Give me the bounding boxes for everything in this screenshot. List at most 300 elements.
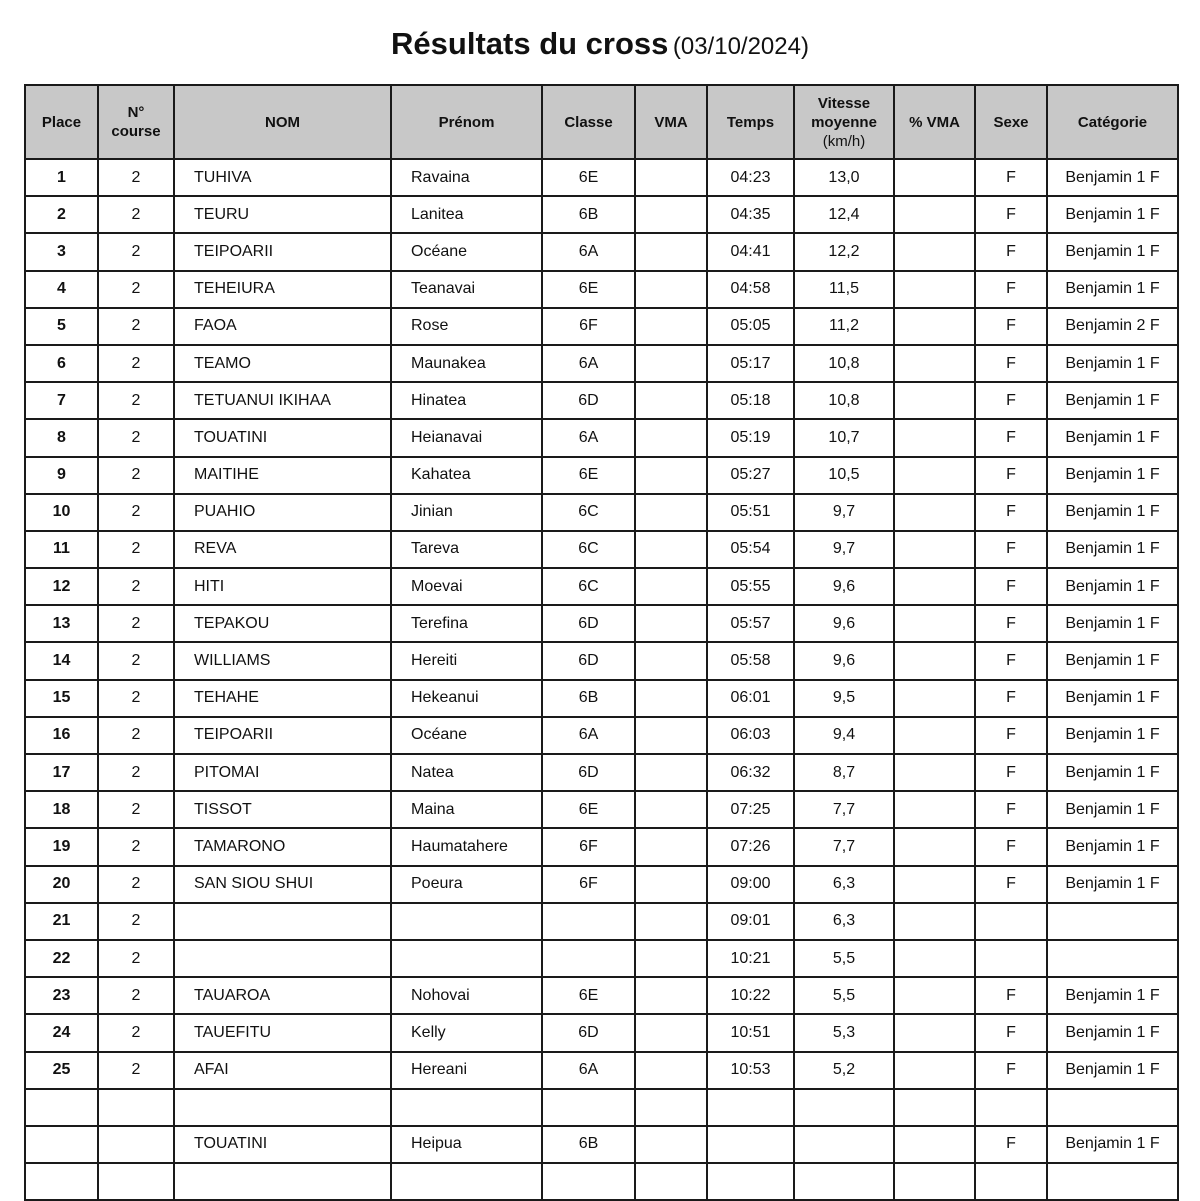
cell-vitesse: 5,3 [794, 1014, 894, 1051]
cell-place: 21 [25, 903, 98, 940]
table-row [25, 791, 1178, 828]
cell-classe: 6E [542, 977, 635, 1014]
cell-place: 18 [25, 791, 98, 828]
cell-place: 24 [25, 1014, 98, 1051]
cell-pct-vma [894, 642, 975, 679]
table-row [25, 494, 1178, 531]
table-row [25, 308, 1178, 345]
cell-vitesse: 5,2 [794, 1052, 894, 1089]
cell-place: 22 [25, 940, 98, 977]
cell-nom [174, 1089, 391, 1126]
table-row [25, 568, 1178, 605]
cell-temps [707, 1126, 794, 1163]
cell-categorie: Benjamin 1 F [1047, 977, 1178, 1014]
cell-sexe [975, 940, 1047, 977]
cell-categorie: Benjamin 1 F [1047, 1052, 1178, 1089]
cell-course: 2 [98, 494, 174, 531]
cell-classe [542, 940, 635, 977]
cell-vitesse: 5,5 [794, 977, 894, 1014]
cell-nom: TEAMO [174, 345, 391, 382]
cell-place: 16 [25, 717, 98, 754]
cell-nom: PUAHIO [174, 494, 391, 531]
cell-nom: TETUANUI IKIHAA [174, 382, 391, 419]
header-row [25, 85, 1178, 159]
cell-classe: 6A [542, 233, 635, 270]
cell-vitesse: 13,0 [794, 159, 894, 196]
table-row [25, 1052, 1178, 1089]
cell-vitesse: 10,8 [794, 382, 894, 419]
cell-vitesse: 9,6 [794, 568, 894, 605]
cell-prenom: Océane [391, 717, 542, 754]
table-row [25, 642, 1178, 679]
cell-categorie: Benjamin 1 F [1047, 531, 1178, 568]
cell-temps: 04:23 [707, 159, 794, 196]
title-main: Résultats du cross [391, 26, 669, 61]
cell-temps: 09:00 [707, 866, 794, 903]
header-nom: NOM [174, 85, 391, 159]
cell-pct-vma [894, 1052, 975, 1089]
cell-prenom [391, 1089, 542, 1126]
cell-pct-vma [894, 494, 975, 531]
header-vitesse-line2: moyenne [811, 113, 877, 131]
cell-categorie: Benjamin 1 F [1047, 345, 1178, 382]
cell-sexe: F [975, 754, 1047, 791]
cell-vma [635, 382, 707, 419]
table-row [25, 717, 1178, 754]
cell-sexe: F [975, 308, 1047, 345]
cell-course: 2 [98, 903, 174, 940]
cell-sexe: F [975, 791, 1047, 828]
cell-categorie [1047, 1089, 1178, 1126]
cell-nom: TAUEFITU [174, 1014, 391, 1051]
cell-categorie: Benjamin 1 F [1047, 233, 1178, 270]
cell-categorie: Benjamin 1 F [1047, 419, 1178, 456]
table-row [25, 345, 1178, 382]
cell-sexe: F [975, 457, 1047, 494]
cell-sexe: F [975, 866, 1047, 903]
cell-classe: 6D [542, 754, 635, 791]
cell-course: 2 [98, 531, 174, 568]
cell-nom: TUHIVA [174, 159, 391, 196]
cell-temps: 07:26 [707, 828, 794, 865]
header-temps: Temps [707, 85, 794, 159]
cell-place: 2 [25, 196, 98, 233]
cell-pct-vma [894, 605, 975, 642]
cell-nom: TEHEIURA [174, 271, 391, 308]
cell-categorie: Benjamin 1 F [1047, 1126, 1178, 1163]
cell-classe: 6D [542, 382, 635, 419]
cell-pct-vma [894, 754, 975, 791]
cell-place: 13 [25, 605, 98, 642]
cell-place: 15 [25, 680, 98, 717]
cell-place: 11 [25, 531, 98, 568]
cell-classe: 6D [542, 1014, 635, 1051]
cell-prenom: Tareva [391, 531, 542, 568]
cell-temps: 05:57 [707, 605, 794, 642]
cell-place: 3 [25, 233, 98, 270]
cell-course: 2 [98, 568, 174, 605]
cell-classe: 6A [542, 717, 635, 754]
table-row [25, 271, 1178, 308]
cell-nom: TOUATINI [174, 419, 391, 456]
cell-pct-vma [894, 1163, 975, 1200]
cell-vitesse: 9,5 [794, 680, 894, 717]
cell-place: 7 [25, 382, 98, 419]
cell-vma [635, 791, 707, 828]
cell-classe: 6F [542, 866, 635, 903]
cell-nom: TISSOT [174, 791, 391, 828]
header-course-line1: N° [127, 104, 145, 121]
cell-prenom: Teanavai [391, 271, 542, 308]
cell-pct-vma [894, 345, 975, 382]
cell-prenom: Ravaina [391, 159, 542, 196]
cell-pct-vma [894, 866, 975, 903]
cell-prenom: Lanitea [391, 196, 542, 233]
cell-vitesse: 5,5 [794, 940, 894, 977]
cell-sexe: F [975, 419, 1047, 456]
table-row [25, 233, 1178, 270]
table-row [25, 866, 1178, 903]
cell-pct-vma [894, 457, 975, 494]
cell-prenom [391, 940, 542, 977]
header-course [98, 85, 174, 159]
cell-pct-vma [894, 159, 975, 196]
cell-categorie: Benjamin 1 F [1047, 717, 1178, 754]
cell-course: 2 [98, 1052, 174, 1089]
cell-temps: 05:18 [707, 382, 794, 419]
cell-sexe: F [975, 605, 1047, 642]
cell-course: 2 [98, 605, 174, 642]
cell-categorie: Benjamin 1 F [1047, 494, 1178, 531]
cell-prenom: Jinian [391, 494, 542, 531]
cell-temps: 06:03 [707, 717, 794, 754]
cell-prenom: Maunakea [391, 345, 542, 382]
cell-course: 2 [98, 642, 174, 679]
cell-place: 4 [25, 271, 98, 308]
cell-place: 12 [25, 568, 98, 605]
cell-vitesse: 9,6 [794, 605, 894, 642]
cell-nom: TEIPOARII [174, 233, 391, 270]
cell-course: 2 [98, 159, 174, 196]
header-classe: Classe [542, 85, 635, 159]
cell-categorie: Benjamin 1 F [1047, 642, 1178, 679]
cell-temps: 10:22 [707, 977, 794, 1014]
cell-sexe: F [975, 977, 1047, 1014]
cell-vitesse: 8,7 [794, 754, 894, 791]
cell-categorie: Benjamin 1 F [1047, 828, 1178, 865]
cell-categorie: Benjamin 1 F [1047, 680, 1178, 717]
cell-sexe [975, 1163, 1047, 1200]
cell-course: 2 [98, 1014, 174, 1051]
cell-nom: TEPAKOU [174, 605, 391, 642]
cell-temps: 05:55 [707, 568, 794, 605]
cell-sexe: F [975, 233, 1047, 270]
cell-course: 2 [98, 457, 174, 494]
cell-classe [542, 1163, 635, 1200]
page-title [0, 26, 1200, 62]
cell-place [25, 1089, 98, 1126]
cell-classe: 6A [542, 1052, 635, 1089]
cell-vma [635, 940, 707, 977]
cell-categorie: Benjamin 1 F [1047, 159, 1178, 196]
cell-nom: TEIPOARII [174, 717, 391, 754]
cell-place: 1 [25, 159, 98, 196]
cell-place: 6 [25, 345, 98, 382]
cell-pct-vma [894, 903, 975, 940]
cell-place: 20 [25, 866, 98, 903]
cell-course [98, 1163, 174, 1200]
cell-classe: 6F [542, 828, 635, 865]
cell-pct-vma [894, 828, 975, 865]
cell-temps: 05:58 [707, 642, 794, 679]
cell-vma [635, 457, 707, 494]
cell-vma [635, 680, 707, 717]
cell-temps: 05:05 [707, 308, 794, 345]
cell-pct-vma [894, 791, 975, 828]
cell-sexe: F [975, 717, 1047, 754]
cell-pct-vma [894, 717, 975, 754]
table-row [25, 531, 1178, 568]
cell-vitesse: 9,6 [794, 642, 894, 679]
cell-classe: 6C [542, 568, 635, 605]
cell-vma [635, 828, 707, 865]
table-row [25, 828, 1178, 865]
cell-prenom [391, 1163, 542, 1200]
cell-course: 2 [98, 791, 174, 828]
cell-pct-vma [894, 382, 975, 419]
cell-vitesse: 9,4 [794, 717, 894, 754]
cell-classe [542, 1089, 635, 1126]
cell-sexe: F [975, 1014, 1047, 1051]
cell-sexe: F [975, 568, 1047, 605]
cell-nom [174, 940, 391, 977]
table-row [25, 196, 1178, 233]
table-row [25, 1014, 1178, 1051]
cell-course: 2 [98, 977, 174, 1014]
header-sexe: Sexe [975, 85, 1047, 159]
cell-nom: REVA [174, 531, 391, 568]
cell-nom: FAOA [174, 308, 391, 345]
cell-classe: 6C [542, 494, 635, 531]
cell-nom: WILLIAMS [174, 642, 391, 679]
cell-vitesse [794, 1126, 894, 1163]
cell-sexe [975, 1089, 1047, 1126]
cell-vma [635, 717, 707, 754]
table-row [25, 605, 1178, 642]
cell-prenom: Hinatea [391, 382, 542, 419]
cell-temps: 10:51 [707, 1014, 794, 1051]
cell-nom [174, 1163, 391, 1200]
table-row [25, 382, 1178, 419]
table-row [25, 940, 1178, 977]
header-prenom: Prénom [391, 85, 542, 159]
cell-categorie: Benjamin 1 F [1047, 605, 1178, 642]
cell-vitesse: 10,8 [794, 345, 894, 382]
cell-vma [635, 494, 707, 531]
cell-vma [635, 1014, 707, 1051]
cell-place: 23 [25, 977, 98, 1014]
cell-classe: 6E [542, 457, 635, 494]
cell-temps: 10:21 [707, 940, 794, 977]
cell-nom: TOUATINI [174, 1126, 391, 1163]
cell-place: 8 [25, 419, 98, 456]
cell-pct-vma [894, 531, 975, 568]
cell-vitesse: 10,5 [794, 457, 894, 494]
cell-vma [635, 977, 707, 1014]
cell-categorie: Benjamin 1 F [1047, 382, 1178, 419]
cell-prenom: Nohovai [391, 977, 542, 1014]
cell-prenom: Heianavai [391, 419, 542, 456]
cell-classe: 6B [542, 196, 635, 233]
cell-sexe: F [975, 345, 1047, 382]
cell-pct-vma [894, 233, 975, 270]
cell-prenom: Heipua [391, 1126, 542, 1163]
table-row [25, 1089, 1178, 1126]
cell-categorie: Benjamin 1 F [1047, 457, 1178, 494]
cell-nom: TEURU [174, 196, 391, 233]
cell-classe [542, 903, 635, 940]
cell-vma [635, 866, 707, 903]
cell-place: 19 [25, 828, 98, 865]
header-categorie: Catégorie [1047, 85, 1178, 159]
cell-pct-vma [894, 308, 975, 345]
cell-temps: 05:51 [707, 494, 794, 531]
header-pct-vma: % VMA [894, 85, 975, 159]
cell-nom: MAITIHE [174, 457, 391, 494]
cell-vma [635, 754, 707, 791]
cell-nom: HITI [174, 568, 391, 605]
cell-place: 17 [25, 754, 98, 791]
header-place: Place [25, 85, 98, 159]
cell-prenom: Kelly [391, 1014, 542, 1051]
cell-place: 10 [25, 494, 98, 531]
cell-course: 2 [98, 680, 174, 717]
cell-course: 2 [98, 233, 174, 270]
cell-sexe: F [975, 271, 1047, 308]
cell-classe: 6A [542, 345, 635, 382]
cell-prenom: Moevai [391, 568, 542, 605]
cell-place: 25 [25, 1052, 98, 1089]
cell-sexe: F [975, 159, 1047, 196]
cell-classe: 6A [542, 419, 635, 456]
cell-course: 2 [98, 940, 174, 977]
cell-vitesse: 9,7 [794, 494, 894, 531]
cell-course: 2 [98, 308, 174, 345]
cell-vma [635, 1126, 707, 1163]
cell-temps: 06:32 [707, 754, 794, 791]
cell-sexe: F [975, 196, 1047, 233]
cell-pct-vma [894, 271, 975, 308]
cell-vma [635, 568, 707, 605]
cell-vma [635, 233, 707, 270]
table-row [25, 680, 1178, 717]
cell-vitesse: 7,7 [794, 791, 894, 828]
cell-categorie: Benjamin 1 F [1047, 791, 1178, 828]
cell-temps: 05:27 [707, 457, 794, 494]
cell-vma [635, 1089, 707, 1126]
header-vitesse-unit: (km/h) [822, 132, 866, 150]
cell-pct-vma [894, 1126, 975, 1163]
cell-sexe: F [975, 494, 1047, 531]
cell-vitesse: 6,3 [794, 866, 894, 903]
cell-classe: 6E [542, 791, 635, 828]
cell-prenom: Rose [391, 308, 542, 345]
cell-vma [635, 642, 707, 679]
cell-nom: TAUAROA [174, 977, 391, 1014]
cell-course: 2 [98, 196, 174, 233]
cell-temps [707, 1089, 794, 1126]
cell-prenom: Haumatahere [391, 828, 542, 865]
cell-sexe: F [975, 1126, 1047, 1163]
cell-sexe: F [975, 642, 1047, 679]
cell-course: 2 [98, 271, 174, 308]
cell-vma [635, 419, 707, 456]
cell-categorie [1047, 903, 1178, 940]
header-course-line2: course [111, 123, 161, 140]
cell-pct-vma [894, 1089, 975, 1126]
cell-course: 2 [98, 382, 174, 419]
cell-categorie: Benjamin 2 F [1047, 308, 1178, 345]
cell-categorie [1047, 940, 1178, 977]
cell-vitesse: 11,5 [794, 271, 894, 308]
cell-vma [635, 159, 707, 196]
cell-sexe: F [975, 531, 1047, 568]
table-row [25, 1163, 1178, 1200]
cell-categorie: Benjamin 1 F [1047, 1014, 1178, 1051]
cell-classe: 6E [542, 159, 635, 196]
cell-temps: 04:58 [707, 271, 794, 308]
cell-place [25, 1126, 98, 1163]
cell-temps: 04:41 [707, 233, 794, 270]
cell-nom: TEHAHE [174, 680, 391, 717]
cell-classe: 6F [542, 308, 635, 345]
cell-course: 2 [98, 828, 174, 865]
table-row [25, 977, 1178, 1014]
cell-prenom: Hereiti [391, 642, 542, 679]
header-vitesse-line1: Vitesse [817, 94, 871, 112]
cell-vitesse: 12,2 [794, 233, 894, 270]
cell-place [25, 1163, 98, 1200]
cell-vitesse [794, 1089, 894, 1126]
cell-course: 2 [98, 717, 174, 754]
cell-vma [635, 1163, 707, 1200]
table-row [25, 159, 1178, 196]
cell-prenom: Poeura [391, 866, 542, 903]
cell-nom: TAMARONO [174, 828, 391, 865]
cell-sexe: F [975, 680, 1047, 717]
cell-categorie: Benjamin 1 F [1047, 271, 1178, 308]
cell-categorie: Benjamin 1 F [1047, 568, 1178, 605]
cell-prenom: Océane [391, 233, 542, 270]
cell-vitesse: 9,7 [794, 531, 894, 568]
cell-course [98, 1089, 174, 1126]
cell-nom [174, 903, 391, 940]
cell-pct-vma [894, 568, 975, 605]
cell-sexe: F [975, 382, 1047, 419]
cell-vma [635, 1052, 707, 1089]
cell-vma [635, 531, 707, 568]
cell-nom: PITOMAI [174, 754, 391, 791]
cell-temps: 05:54 [707, 531, 794, 568]
cell-place: 9 [25, 457, 98, 494]
cell-vitesse: 7,7 [794, 828, 894, 865]
cell-temps: 05:17 [707, 345, 794, 382]
cell-vma [635, 605, 707, 642]
table-row [25, 1126, 1178, 1163]
cell-temps: 07:25 [707, 791, 794, 828]
cell-prenom: Hereani [391, 1052, 542, 1089]
cell-prenom: Hekeanui [391, 680, 542, 717]
